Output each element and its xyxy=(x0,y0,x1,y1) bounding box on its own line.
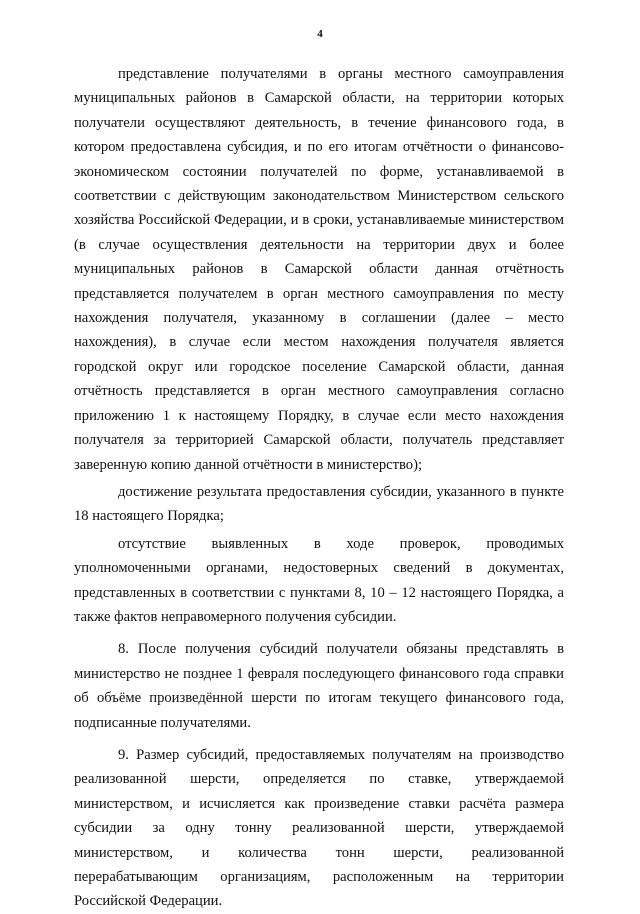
paragraph-item-9: 9. Размер субсидий, предоставляемых получателям на производство реализованной шерсти, определяется по ставке, утверждаемой министерством, и исчисляется как произведение ставки расчёта размера субсидии за одну тонну реализованной шерсти, утверждаемой министерством, и количества тонн шерсти, реализованной перерабатывающим организациям, расположенным на территории Российской Федерации. xyxy=(74,746,564,910)
page-number: 4 xyxy=(317,28,323,40)
paragraph-inspections: отсутствие выявленных в ходе проверок, проводимых уполномоченными органами, недостоверных сведений в документах, представленных в соответствии с пунктами 8, 10 – 12 настоящего Порядка, а также фактов неправомерного получения субсидии. xyxy=(74,535,564,625)
document-body xyxy=(74,62,564,914)
paragraph-result: достижение результата предоставления субсидии, указанного в пункте 18 настоящего Порядка; xyxy=(74,483,564,525)
paragraph-reporting: представление получателями в органы местного самоуправления муниципальных районов в Самарской области, на территории которых получатели осуществляют деятельность, в течение финансового года, в котором предоставлена субсидия, и по его итогам отчётности о финансово-экономическом состоянии получателей по форме, устанавливаемой в соответствии с действующим законодательством Министерством сельского хозяйства Российской Федерации, и в сроки, устанавливаемые министерством (в случае осуществления деятельности на территории двух и более муниципальных районов в Самарской области данная отчётность представляется получателем в орган местного самоуправления по месту нахождения получателя, указанному в соглашении (далее – место нахождения), в случае если местом нахождения получателя является городской округ или городское поселение Самарской области, данная отчётность представляется в орган местного самоуправления согласно приложению 1 к настоящему Порядку, в случае если место нахождения получателя за территорией Самарской области, получатель представляет заверенную копию данной отчётности в министерство); xyxy=(74,66,564,473)
paragraph-item-8: 8. После получения субсидий получатели обязаны представлять в министерство не позднее 1 февраля последующего финансового года справки об объёме произведённой шерсти по итогам текущего финансового года, подписанные получателями. xyxy=(74,641,564,731)
